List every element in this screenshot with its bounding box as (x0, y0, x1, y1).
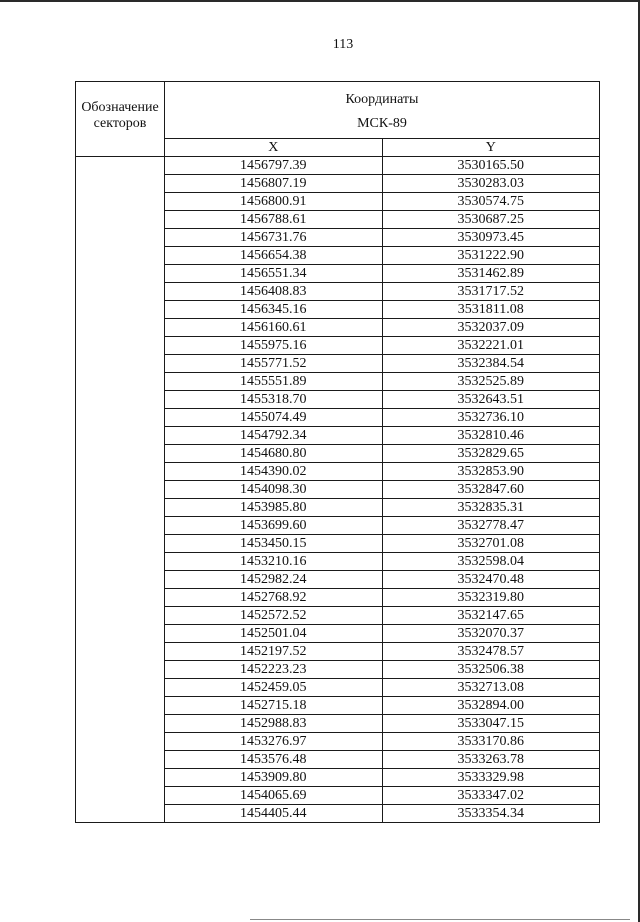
x-value: 1456731.76 (165, 229, 383, 247)
x-value: 1456408.83 (165, 283, 383, 301)
y-value: 3533047.15 (382, 715, 600, 733)
page-edge-top (0, 0, 640, 2)
x-value: 1455318.70 (165, 391, 383, 409)
x-value: 1453909.80 (165, 769, 383, 787)
footer-line (250, 919, 630, 920)
x-value: 1456551.34 (165, 265, 383, 283)
y-value: 3532778.47 (382, 517, 600, 535)
y-value: 3532478.57 (382, 643, 600, 661)
x-value: 1453699.60 (165, 517, 383, 535)
y-value: 3532147.65 (382, 607, 600, 625)
y-value: 3532894.00 (382, 697, 600, 715)
y-value: 3533263.78 (382, 751, 600, 769)
x-value: 1452982.24 (165, 571, 383, 589)
table-body (76, 157, 600, 823)
y-value: 3532835.31 (382, 499, 600, 517)
x-value: 1452459.05 (165, 679, 383, 697)
y-value: 3532506.38 (382, 661, 600, 679)
y-value: 3531811.08 (382, 301, 600, 319)
y-value: 3531462.89 (382, 265, 600, 283)
x-value: 1456807.19 (165, 175, 383, 193)
y-value: 3533347.02 (382, 787, 600, 805)
x-value: 1454098.30 (165, 481, 383, 499)
y-header: Y (382, 139, 600, 157)
y-value: 3533170.86 (382, 733, 600, 751)
y-value: 3533329.98 (382, 769, 600, 787)
table-row (76, 157, 600, 175)
y-value: 3532643.51 (382, 391, 600, 409)
y-value: 3530165.50 (382, 157, 600, 175)
y-value: 3532070.37 (382, 625, 600, 643)
y-value: 3532221.01 (382, 337, 600, 355)
x-value: 1452715.18 (165, 697, 383, 715)
y-value: 3530283.03 (382, 175, 600, 193)
y-value: 3532470.48 (382, 571, 600, 589)
x-value: 1454792.34 (165, 427, 383, 445)
x-value: 1456797.39 (165, 157, 383, 175)
x-value: 1453210.16 (165, 553, 383, 571)
x-value: 1455975.16 (165, 337, 383, 355)
x-value: 1455551.89 (165, 373, 383, 391)
y-value: 3532598.04 (382, 553, 600, 571)
y-value: 3530687.25 (382, 211, 600, 229)
y-value: 3532853.90 (382, 463, 600, 481)
x-value: 1452768.92 (165, 589, 383, 607)
coordinates-header (165, 82, 600, 139)
y-value: 3533354.34 (382, 805, 600, 823)
x-value: 1456345.16 (165, 301, 383, 319)
x-value: 1453450.15 (165, 535, 383, 553)
x-value: 1453276.97 (165, 733, 383, 751)
x-value: 1454680.80 (165, 445, 383, 463)
coordinates-table (75, 81, 600, 823)
y-value: 3532319.80 (382, 589, 600, 607)
x-value: 1456654.38 (165, 247, 383, 265)
x-value: 1452501.04 (165, 625, 383, 643)
x-value: 1452572.52 (165, 607, 383, 625)
x-value: 1455771.52 (165, 355, 383, 373)
page-number: 113 (332, 37, 354, 52)
coordinate-system: МСК-89 (357, 116, 407, 131)
x-value: 1452988.83 (165, 715, 383, 733)
y-value: 3530574.75 (382, 193, 600, 211)
y-value: 3531717.52 (382, 283, 600, 301)
y-value: 3530973.45 (382, 229, 600, 247)
sector-cell (76, 157, 165, 823)
x-value: 1455074.49 (165, 409, 383, 427)
x-value: 1456160.61 (165, 319, 383, 337)
y-value: 3532736.10 (382, 409, 600, 427)
x-value: 1452223.23 (165, 661, 383, 679)
y-value: 3532810.46 (382, 427, 600, 445)
coordinates-title: Координаты (345, 92, 419, 107)
x-value: 1453985.80 (165, 499, 383, 517)
sector-header: Обозначение секторов (76, 82, 165, 157)
x-value: 1454065.69 (165, 787, 383, 805)
y-value: 3532037.09 (382, 319, 600, 337)
x-value: 1453576.48 (165, 751, 383, 769)
y-value: 3532701.08 (382, 535, 600, 553)
x-value: 1456800.91 (165, 193, 383, 211)
y-value: 3531222.90 (382, 247, 600, 265)
y-value: 3532847.60 (382, 481, 600, 499)
y-value: 3532829.65 (382, 445, 600, 463)
x-value: 1456788.61 (165, 211, 383, 229)
x-value: 1454405.44 (165, 805, 383, 823)
y-value: 3532525.89 (382, 373, 600, 391)
y-value: 3532384.54 (382, 355, 600, 373)
y-value: 3532713.08 (382, 679, 600, 697)
x-value: 1452197.52 (165, 643, 383, 661)
x-value: 1454390.02 (165, 463, 383, 481)
x-header: X (165, 139, 383, 157)
